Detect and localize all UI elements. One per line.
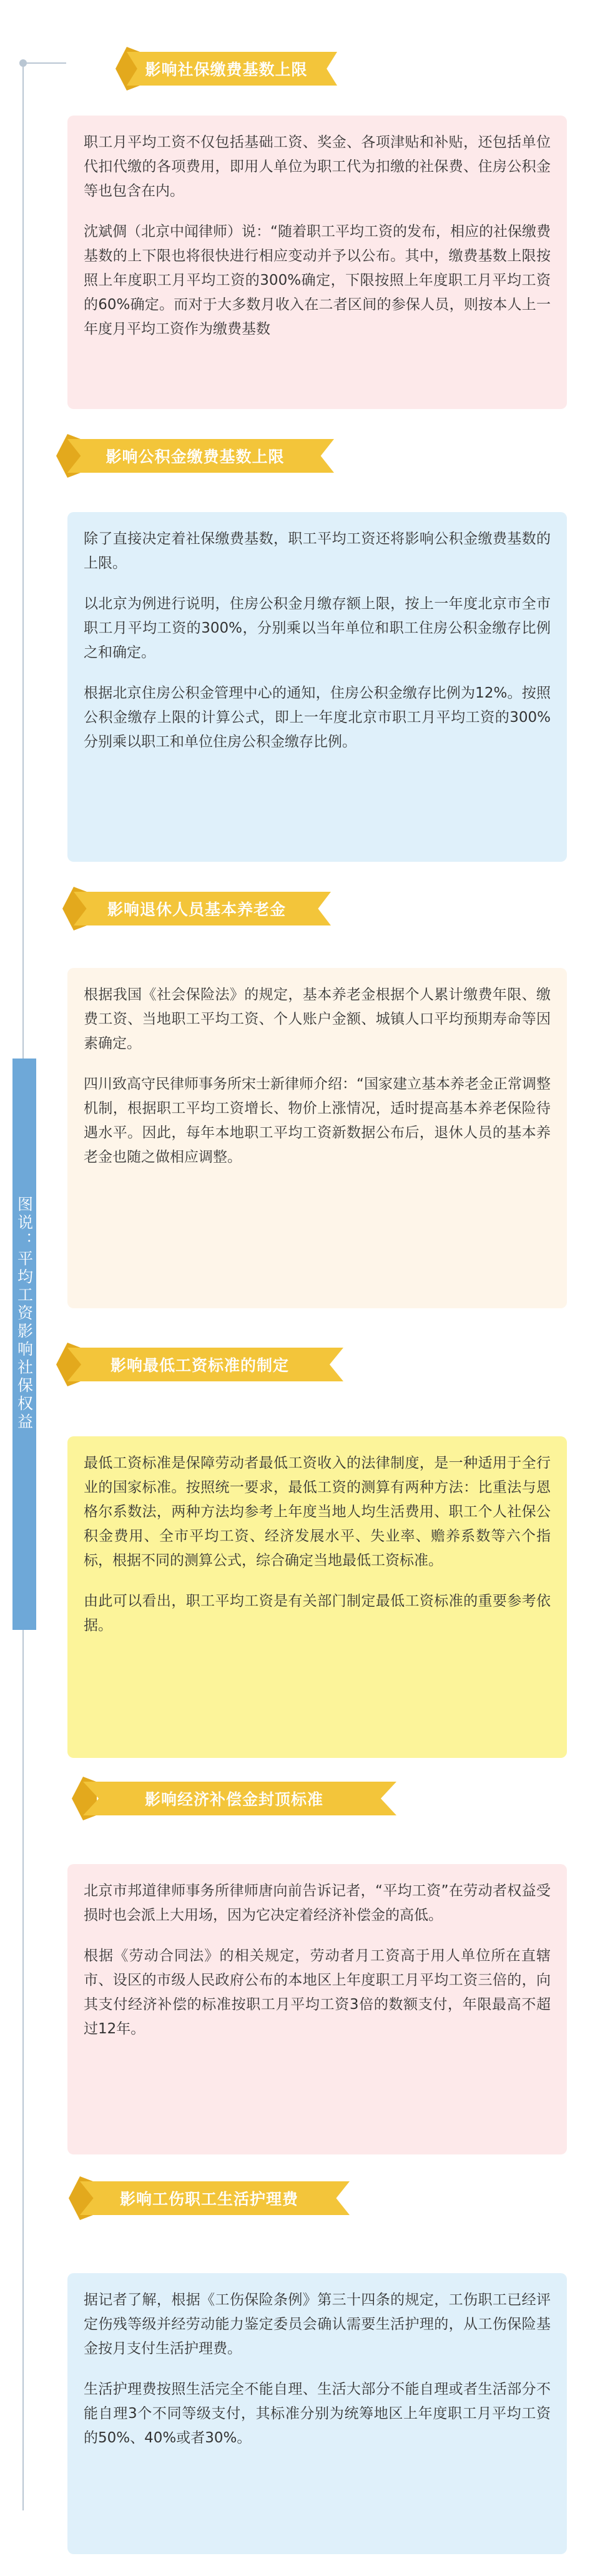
section-title-ribbon-1 (116, 47, 337, 91)
section-title-ribbon-2 (56, 434, 334, 478)
section-paragraph: 最低工资标准是保障劳动者最低工资收入的法律制度，是一种适用于全行业的国家标准。按照统一要求，最低工资的测算有两种方法：比重法与恩格尔系数法，两种方法均参考上年度当地人均生活费用、职工个人社保公积金费用、全市平均工资、经济发展水平、失业率、赡养系数等六个指标，根据不同的测算公式，综合确定当地最低工资标准。 (84, 1455, 551, 1569)
side-caption (12, 1059, 36, 1630)
section-card-5 (67, 1864, 567, 2154)
section-title-ribbon-6 (69, 2176, 350, 2220)
section-card-2 (67, 512, 567, 862)
section-title: 影响经济补偿金封顶标准 (144, 1790, 323, 1809)
timeline-top-connector (22, 62, 66, 64)
section-title-ribbon-4 (56, 1343, 343, 1386)
section-paragraph: 四川致高守民律师事务所宋士新律师介绍：“国家建立基本养老金正常调整机制，根据职工平均工资增长、物价上涨情况，适时提高基本养老保险待遇水平。因此，每年本地职工平均工资新数据公布后，退休人员的基本养老金也随之做相应调整。 (84, 1076, 551, 1165)
section-paragraph: 根据我国《社会保险法》的规定，基本养老金根据个人累计缴费年限、缴费工资、当地职工平均工资、个人账户金额、城镇人口平均预期寿命等因素确定。 (84, 987, 551, 1052)
section-title: 影响公积金缴费基数上限 (106, 448, 285, 466)
section-card-4 (67, 1436, 567, 1758)
section-title: 影响最低工资标准的制定 (110, 1356, 289, 1374)
section-paragraph: 据记者了解，根据《工伤保险条例》第三十四条的规定，工伤职工已经评定伤残等级并经劳动能力鉴定委员会确认需要生活护理的，从工伤保险基金按月支付生活护理费。 (84, 2292, 551, 2357)
section-card-1 (67, 116, 567, 409)
section-paragraph: 职工月平均工资不仅包括基础工资、奖金、各项津贴和补贴，还包括单位代扣代缴的各项费用，即用人单位为职工代为扣缴的社保费、住房公积金等也包含在内。 (84, 134, 551, 199)
section-paragraph: 北京市邦道律师事务所律师唐向前告诉记者，“平均工资”在劳动者权益受损时也会派上大用场，因为它决定着经济补偿金的高低。 (84, 1883, 551, 1923)
section-paragraph: 根据《劳动合同法》的相关规定，劳动者月工资高于用人单位所在直辖市、设区的市级人民政府公布的本地区上年度职工月平均工资三倍的，向其支付经济补偿的标准按职工月平均工资3倍的数额支付，年限最高不超过12年。 (84, 1948, 551, 2037)
section-card-3 (67, 968, 567, 1308)
section-paragraph: 根据北京住房公积金管理中心的通知，住房公积金缴存比例为12%。按照公积金缴存上限的计算公式，即上一年度北京市职工月平均工资的300%分别乘以职工和单位住房公积金缴存比例。 (84, 685, 551, 750)
section-card-6 (67, 2273, 567, 2554)
section-paragraph: 由此可以看出，职工平均工资是有关部门制定最低工资标准的重要参考依据。 (84, 1593, 551, 1634)
section-title: 影响社保缴费基数上限 (145, 61, 308, 79)
section-title: 影响退休人员基本养老金 (107, 901, 286, 919)
section-title-ribbon-5 (72, 1777, 396, 1820)
timeline-dot (19, 59, 27, 67)
section-title: 影响工伤职工生活护理费 (119, 2190, 298, 2208)
section-title-ribbon-3 (62, 887, 331, 930)
section-paragraph: 生活护理费按照生活完全不能自理、生活大部分不能自理或者生活部分不能自理3个不同等级支付，其标准分别为统筹地区上年度职工月平均工资的50%、40%或者30%。 (84, 2381, 551, 2446)
section-paragraph: 除了直接决定着社保缴费基数，职工平均工资还将影响公积金缴费基数的上限。 (84, 531, 551, 571)
section-paragraph: 沈斌倜（北京中闻律师）说：“随着职工平均工资的发布，相应的社保缴费基数的上下限也将很快进行相应变动并予以公布。其中，缴费基数上限按照上年度职工月平均工资的300%确定，下限按照上年度职工月平均工资的60%确定。而对于大多数月收入在二者区间的参保人员，则按本人上一年度月平均工资作为缴费基数 (84, 224, 551, 337)
section-paragraph: 以北京为例进行说明，住房公积金月缴存额上限，按上一年度北京市全市职工月平均工资的300%，分别乘以当年单位和职工住房公积金缴存比例之和确定。 (84, 596, 551, 661)
side-caption-text: 图说：平均工资影响社保权益 (15, 1196, 34, 1431)
